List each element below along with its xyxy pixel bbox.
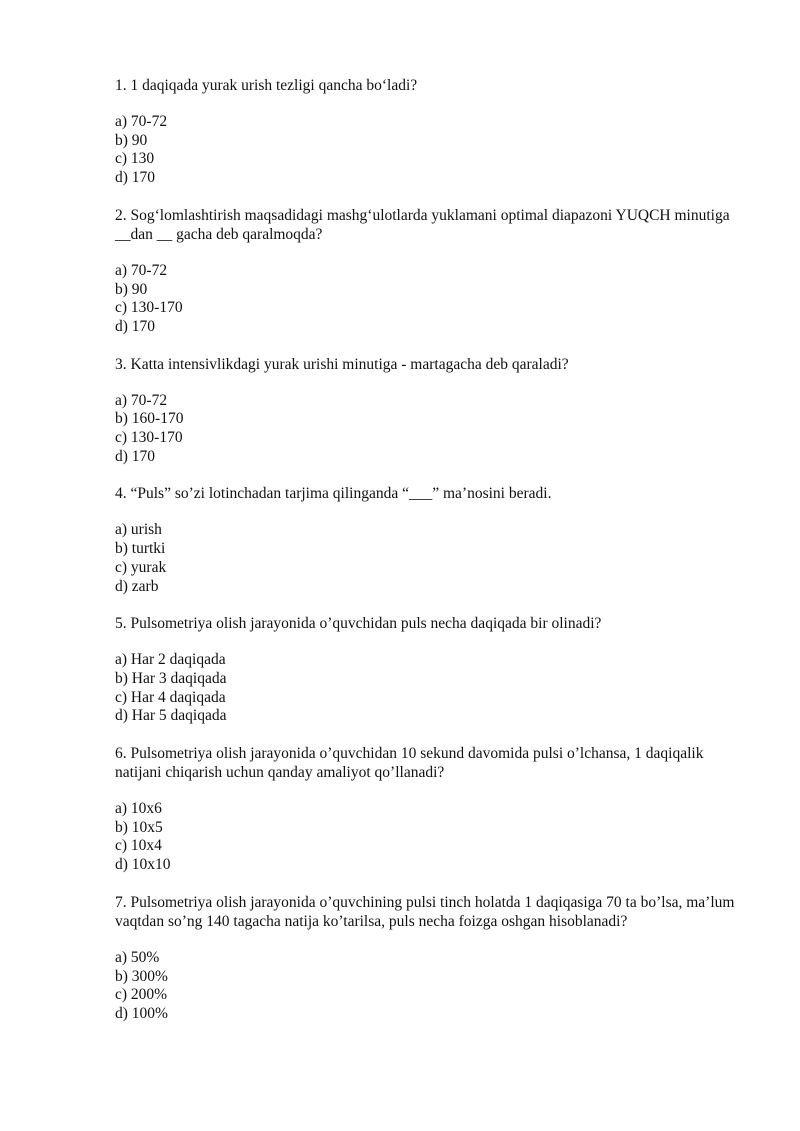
option-d: d) 10x10 — [115, 856, 171, 874]
question-text: 3. Katta intensivlikdagi yurak urishi minutiga - martagacha deb qaraladi? — [115, 355, 569, 373]
option-b: b) 10x5 — [115, 818, 163, 836]
option-d: d) zarb — [115, 577, 159, 595]
option-c: c) 130-170 — [115, 429, 183, 447]
option-c: c) yurak — [115, 558, 167, 576]
question-text: 1. 1 daqiqada yurak urish tezligi qancha bo‘ladi? — [115, 77, 418, 94]
option-b: b) turtki — [115, 540, 166, 558]
question-6 — [115, 744, 740, 875]
option-b: b) 90 — [115, 131, 148, 149]
option-a: a) 70-72 — [115, 113, 168, 130]
answer-options — [115, 949, 740, 1024]
question-4 — [115, 484, 740, 596]
option-d: d) 170 — [115, 169, 156, 187]
question-text: 5. Pulsometriya olish jarayonida o’quvchidan puls necha daqiqada bir olinadi? — [115, 615, 602, 633]
answer-options — [115, 392, 740, 467]
option-c: c) 10x4 — [115, 837, 162, 855]
option-d: d) 170 — [115, 317, 156, 335]
option-b: b) 160-170 — [115, 410, 184, 428]
question-2 — [115, 206, 740, 337]
option-b: b) 300% — [115, 967, 168, 985]
question-text: 7. Pulsometriya olish jarayonida o’quvchining pulsi tinch holatda 1 daqiqasiga 70 ta bo’lsa, ma’lum vaqtdan so’ng 140 tagacha natija ko’tarilsa, puls necha foizga oshgan hisoblanadi? — [115, 893, 735, 930]
question-7 — [115, 893, 740, 1024]
question-1 — [115, 76, 740, 188]
option-a: a) Har 2 daqiqada — [115, 651, 226, 669]
answer-options — [115, 113, 740, 188]
question-3 — [115, 355, 740, 467]
answer-options — [115, 800, 740, 875]
question-text: 2. Sog‘lomlashtirish maqsadidagi mashg‘ulotlarda yuklamani optimal diapazoni YUQCH minutiga __dan __ gacha deb qaralmoqda? — [115, 206, 730, 243]
question-text: 6. Pulsometriya olish jarayonida o’quvchidan 10 sekund davomida pulsi o’lchansa, 1 daqiqalik natijani chiqarish uchun qanday amaliyot qo’llanadi? — [115, 745, 704, 782]
option-c: c) 130 — [115, 150, 155, 168]
option-c: c) Har 4 daqiqada — [115, 688, 226, 706]
option-d: d) Har 5 daqiqada — [115, 707, 227, 725]
option-a: a) 50% — [115, 948, 160, 966]
option-c: c) 200% — [115, 986, 168, 1004]
answer-options — [115, 521, 740, 596]
answer-options — [115, 651, 740, 726]
option-d: d) 170 — [115, 447, 156, 465]
question-text: 4. “Puls” so’zi lotinchadan tarjima qilinganda “___” ma’nosini beradi. — [115, 485, 552, 503]
option-c: c) 130-170 — [115, 299, 183, 317]
question-5 — [115, 614, 740, 726]
option-a: a) urish — [115, 521, 162, 539]
option-b: b) 90 — [115, 280, 148, 298]
option-a: a) 10x6 — [115, 800, 162, 818]
option-d: d) 100% — [115, 1004, 168, 1022]
option-a: a) 70-72 — [115, 391, 168, 409]
document-page — [115, 76, 740, 1042]
option-b: b) Har 3 daqiqada — [115, 669, 227, 687]
answer-options — [115, 262, 740, 337]
option-a: a) 70-72 — [115, 261, 168, 279]
